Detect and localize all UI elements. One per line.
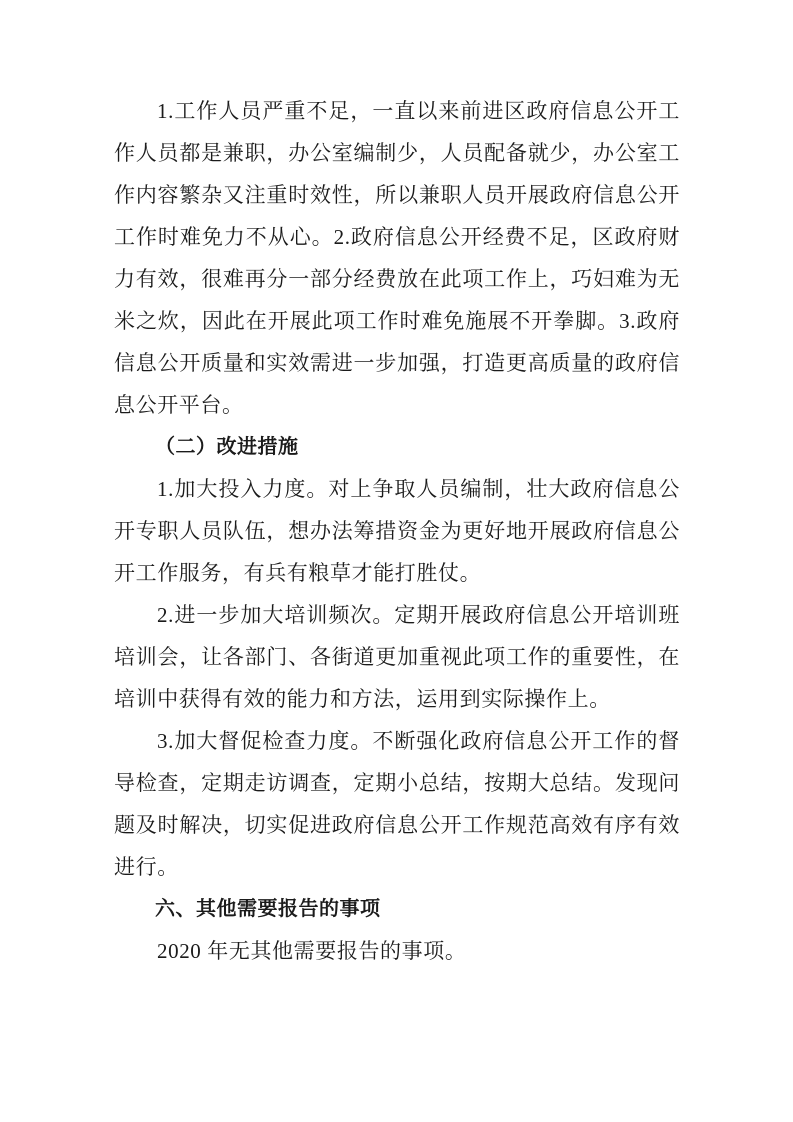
- paragraph-existing-problems: 1.工作人员严重不足，一直以来前进区政府信息公开工作人员都是兼职，办公室编制少，人员配备就少，办公室工作内容繁杂又注重时效性，所以兼职人员开展政府信息公开工作时难免力不从心。2.政府信息公开经费不足，区政府财力有效，很难再分一部分经费放在此项工作上，巧妇难为无米之炊，因此在开展此项工作时难免施展不开拳脚。3.政府信息公开质量和实效需进一步加强，打造更高质量的政府信息公开平台。: [114, 99, 680, 417]
- document-content: [114, 90, 680, 972]
- heading-improvement-measures: （二）改进措施: [155, 436, 299, 458]
- heading-other-matters: 六、其他需要报告的事项: [155, 898, 381, 920]
- paragraph-increase-investment: 1.加大投入力度。对上争取人员编制，壮大政府信息公开专职人员队伍，想办法筹措资金为更好地开展政府信息公开工作服务，有兵有粮草才能打胜仗。: [114, 477, 680, 585]
- paragraph-increase-training: 2.进一步加大培训频次。定期开展政府信息公开培训班培训会，让各部门、各街道更加重视此项工作的重要性，在培训中获得有效的能力和方法，运用到实际操作上。: [114, 603, 680, 711]
- paragraph-other-matters-2020: 2020 年无其他需要报告的事项。: [157, 939, 467, 963]
- paragraph-supervision-inspection: 3.加大督促检查力度。不断强化政府信息公开工作的督导检查，定期走访调查，定期小总结，按期大总结。发现问题及时解决，切实促进政府信息公开工作规范高效有序有效进行。: [114, 729, 680, 879]
